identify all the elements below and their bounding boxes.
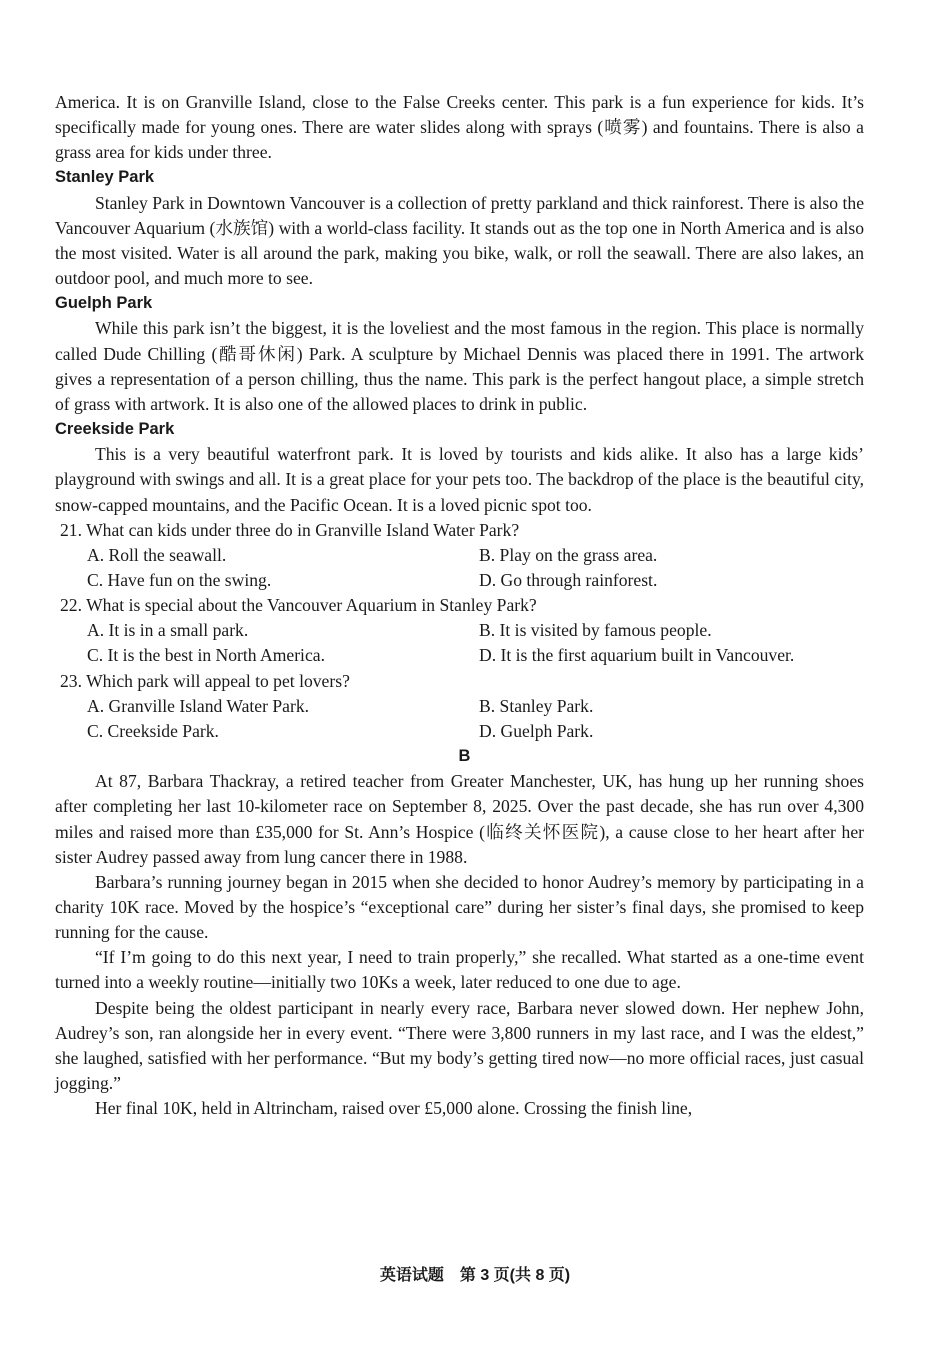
passage-b-paragraph: Barbara’s running journey began in 2015 when she decided to honor Audrey’s memory by participating in a charity 10K race. Moved by the hospice’s “exceptional care” during her sister’s final days, she promised to keep running for the cause. xyxy=(55,871,864,943)
question-stem: 22. What is special about the Vancouver Aquarium in Stanley Park? xyxy=(60,595,537,616)
option-c: C. It is the best in North America. xyxy=(87,645,325,666)
option-d: D. Go through rainforest. xyxy=(479,569,658,590)
option-row xyxy=(55,543,864,568)
option-c: C. Have fun on the swing. xyxy=(87,569,272,590)
option-c: C. Creekside Park. xyxy=(87,720,219,741)
option-b: B. It is visited by famous people. xyxy=(479,620,712,641)
option-row xyxy=(55,618,864,643)
option-row xyxy=(55,694,864,719)
stanley-park-heading: Stanley Park xyxy=(55,168,155,187)
option-b: B. Play on the grass area. xyxy=(479,544,658,565)
page-footer: 英语试题 第 3 页(共 8 页) xyxy=(379,1267,571,1284)
section-b-mark: B xyxy=(458,747,471,766)
option-row xyxy=(55,719,864,744)
option-d: D. It is the first aquarium built in Vancouver. xyxy=(479,645,795,666)
creekside-park-heading: Creekside Park xyxy=(55,420,175,439)
question-stem: 23. Which park will appeal to pet lovers? xyxy=(60,670,350,691)
option-a: A. Granville Island Water Park. xyxy=(87,695,310,716)
question-stem: 21. What can kids under three do in Granville Island Water Park? xyxy=(60,519,520,540)
passage-b-paragraph: “If I’m going to do this next year, I need to train properly,” she recalled. What started as a one-time event turned into a weekly routine—initially two 10Ks a week, later reduced to one due to age. xyxy=(55,947,864,993)
passage-a-intro-continued: America. It is on Granville Island, close to the False Creeks center. This park is a fun experience for kids. It’s specifically made for young ones. There are water slides along with sprays (喷雾) and fountains. There is also a grass area for kids under three. xyxy=(55,92,864,163)
passage-b-paragraph: Despite being the oldest participant in nearly every race, Barbara never slowed down. Her nephew John, Audrey’s son, ran alongside her in every event. “There were 3,800 runners in my last race, and I was the eldest,” she laughed, satisfied with her performance. “But my body’s getting tired now—no more official races, just casual jogging.” xyxy=(55,997,864,1094)
option-a: A. It is in a small park. xyxy=(87,620,249,641)
guelph-park-heading: Guelph Park xyxy=(55,294,153,313)
option-b: B. Stanley Park. xyxy=(479,695,594,716)
question-21 xyxy=(55,518,864,593)
question-23 xyxy=(55,669,864,744)
question-22 xyxy=(55,593,864,668)
passage-b-paragraph: Her final 10K, held in Altrincham, raised over £5,000 alone. Crossing the finish line, xyxy=(95,1098,693,1119)
guelph-park-paragraph: While this park isn’t the biggest, it is the loveliest and the most famous in the region. This place is normally called Dude Chilling (酷哥休闲) Park. A sculpture by Michael Dennis was placed there in 1991. The artwork gives a representation of a person chilling, thus the name. This park is the perfect hangout place, a simple stretch of grass with artwork. It is also one of the allowed places to drink in public. xyxy=(55,318,864,414)
passage-b-paragraph: At 87, Barbara Thackray, a retired teacher from Greater Manchester, UK, has hung up her running shoes after completing her last 10-kilometer race on September 8, 2025. Over the past decade, she has run over 4,300 miles and raised more than £35,000 for St. Ann’s Hospice (临终关怀医院), a cause close to her heart after her sister Audrey passed away from lung cancer there in 1988. xyxy=(55,771,864,867)
option-row xyxy=(55,643,864,668)
option-row xyxy=(55,568,864,593)
creekside-park-paragraph: This is a very beautiful waterfront park. It is loved by tourists and kids alike. It also has a large kids’ playground with swings and all. It is a great place for your pets too. The backdrop of the place is the beautiful city, snow-capped mountains, and the Pacific Ocean. It is a loved picnic spot too. xyxy=(55,444,864,515)
stanley-park-paragraph: Stanley Park in Downtown Vancouver is a collection of pretty parkland and thick rainforest. There is also the Vancouver Aquarium (水族馆) with a world-class facility. It stands out as the top one in North America and is also the most visited. Water is all around the park, making you bike, walk, or roll the seawall. There are also lakes, an outdoor pool, and much more to see. xyxy=(55,192,864,289)
option-a: A. Roll the seawall. xyxy=(87,544,227,565)
option-d: D. Guelph Park. xyxy=(479,720,594,741)
